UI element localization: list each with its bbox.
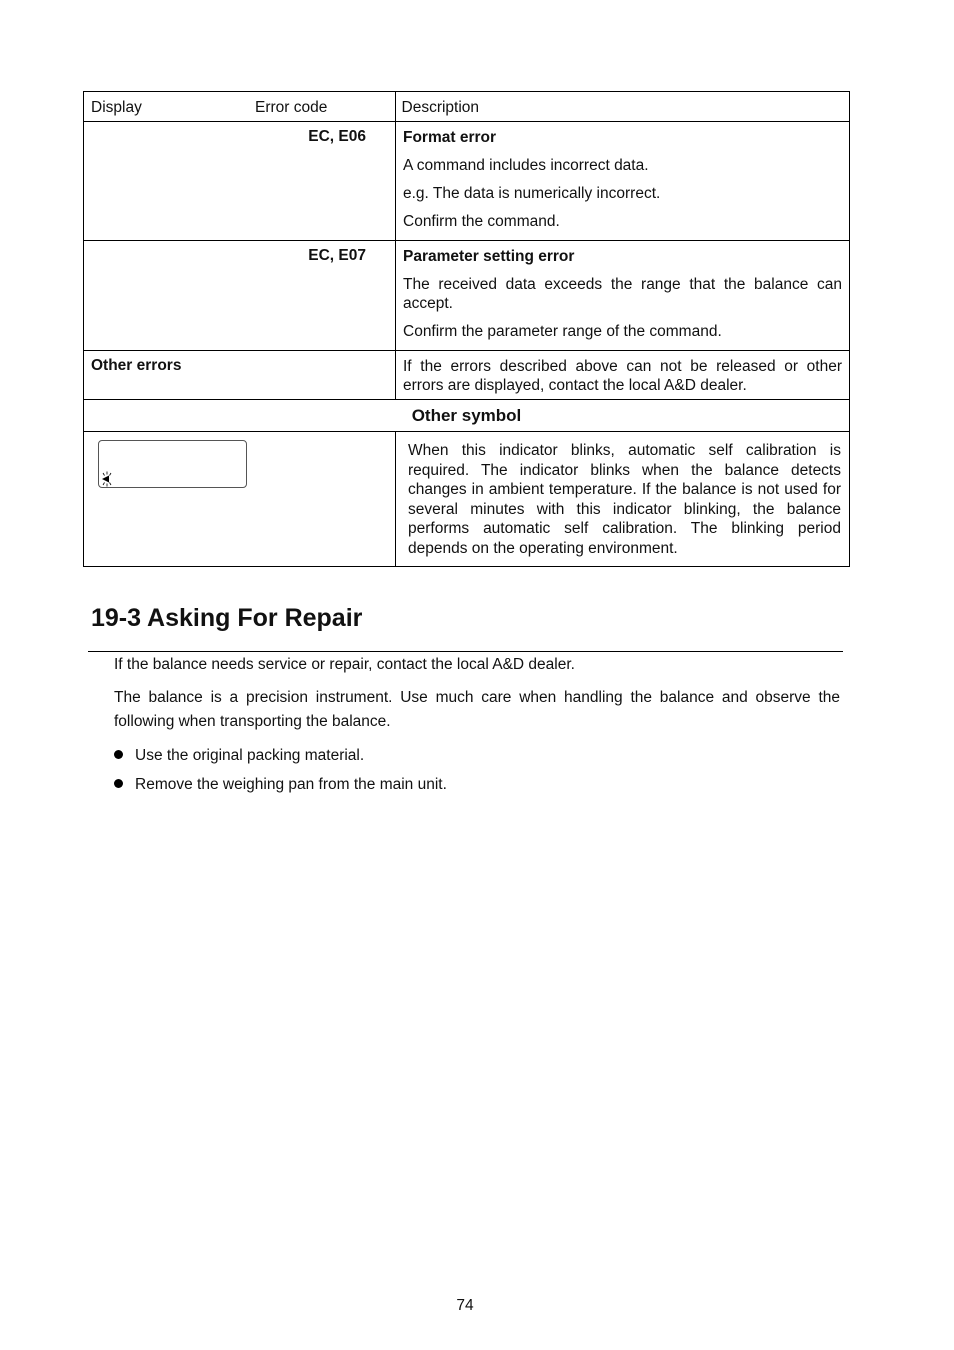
table-row <box>84 351 850 400</box>
error-title: Parameter setting error <box>403 248 575 265</box>
heading-rule <box>88 651 843 652</box>
table-row <box>84 432 850 567</box>
error-title: Format error <box>403 129 497 146</box>
table-header-row <box>84 92 850 122</box>
header-display: Display <box>91 99 142 116</box>
other-symbol-header-row <box>84 400 850 432</box>
header-description-cell <box>396 92 850 122</box>
description-cell <box>396 351 850 400</box>
other-symbol-title: Other symbol <box>84 400 850 432</box>
description-line: e.g. The data is numerically incorrect. <box>403 185 661 202</box>
error-code-cell <box>84 122 396 241</box>
table-row <box>84 241 850 351</box>
error-code: EC, E07 <box>308 247 366 264</box>
description-line: Confirm the command. <box>403 213 560 230</box>
list-item-text: Use the original packing material. <box>135 747 365 764</box>
list-item-text: Remove the weighing pan from the main unit. <box>135 776 447 793</box>
description-line: Confirm the parameter range of the command. <box>403 323 722 340</box>
other-errors-text: If the errors described above can not be released or other errors are displayed, contact the local A&D dealer. <box>403 358 842 394</box>
description-cell <box>396 432 850 567</box>
description-cell <box>396 241 850 351</box>
section-heading: 19-3 Asking For Repair <box>91 604 363 632</box>
display-cell <box>84 432 396 567</box>
description-cell <box>396 122 850 241</box>
bullet-icon <box>114 779 123 788</box>
error-code: EC, E06 <box>308 128 366 145</box>
other-errors-label: Other errors <box>91 357 182 374</box>
paragraph: The balance is a precision instrument. Use much care when handling the balance and observe the following when transporting the balance. <box>114 689 840 730</box>
paragraph: If the balance needs service or repair, contact the local A&D dealer. <box>114 656 575 673</box>
page-number: 74 <box>456 1297 474 1314</box>
other-symbol-text: When this indicator blinks, automatic self calibration is required. The indicator blinks when the balance detects changes in ambient temperature. If the balance is not used for several minutes with this indicator blinking, the balance performs automatic self calibration. The blinking period depends on the operating environment. <box>408 442 841 557</box>
error-code-table <box>83 91 850 567</box>
other-errors-cell <box>84 351 396 400</box>
list-item <box>114 775 447 795</box>
table-row <box>84 122 850 241</box>
description-line: A command includes incorrect data. <box>403 157 649 174</box>
header-display-cell <box>84 92 396 122</box>
bullet-icon <box>114 750 123 759</box>
header-error-code: Error code <box>255 99 328 116</box>
header-description: Description <box>401 98 480 116</box>
list-item <box>114 746 364 766</box>
description-line: The received data exceeds the range that the balance can accept. <box>403 276 842 312</box>
calibration-indicator-icon <box>99 471 115 487</box>
error-code-cell <box>84 241 396 351</box>
lcd-display <box>98 440 247 488</box>
